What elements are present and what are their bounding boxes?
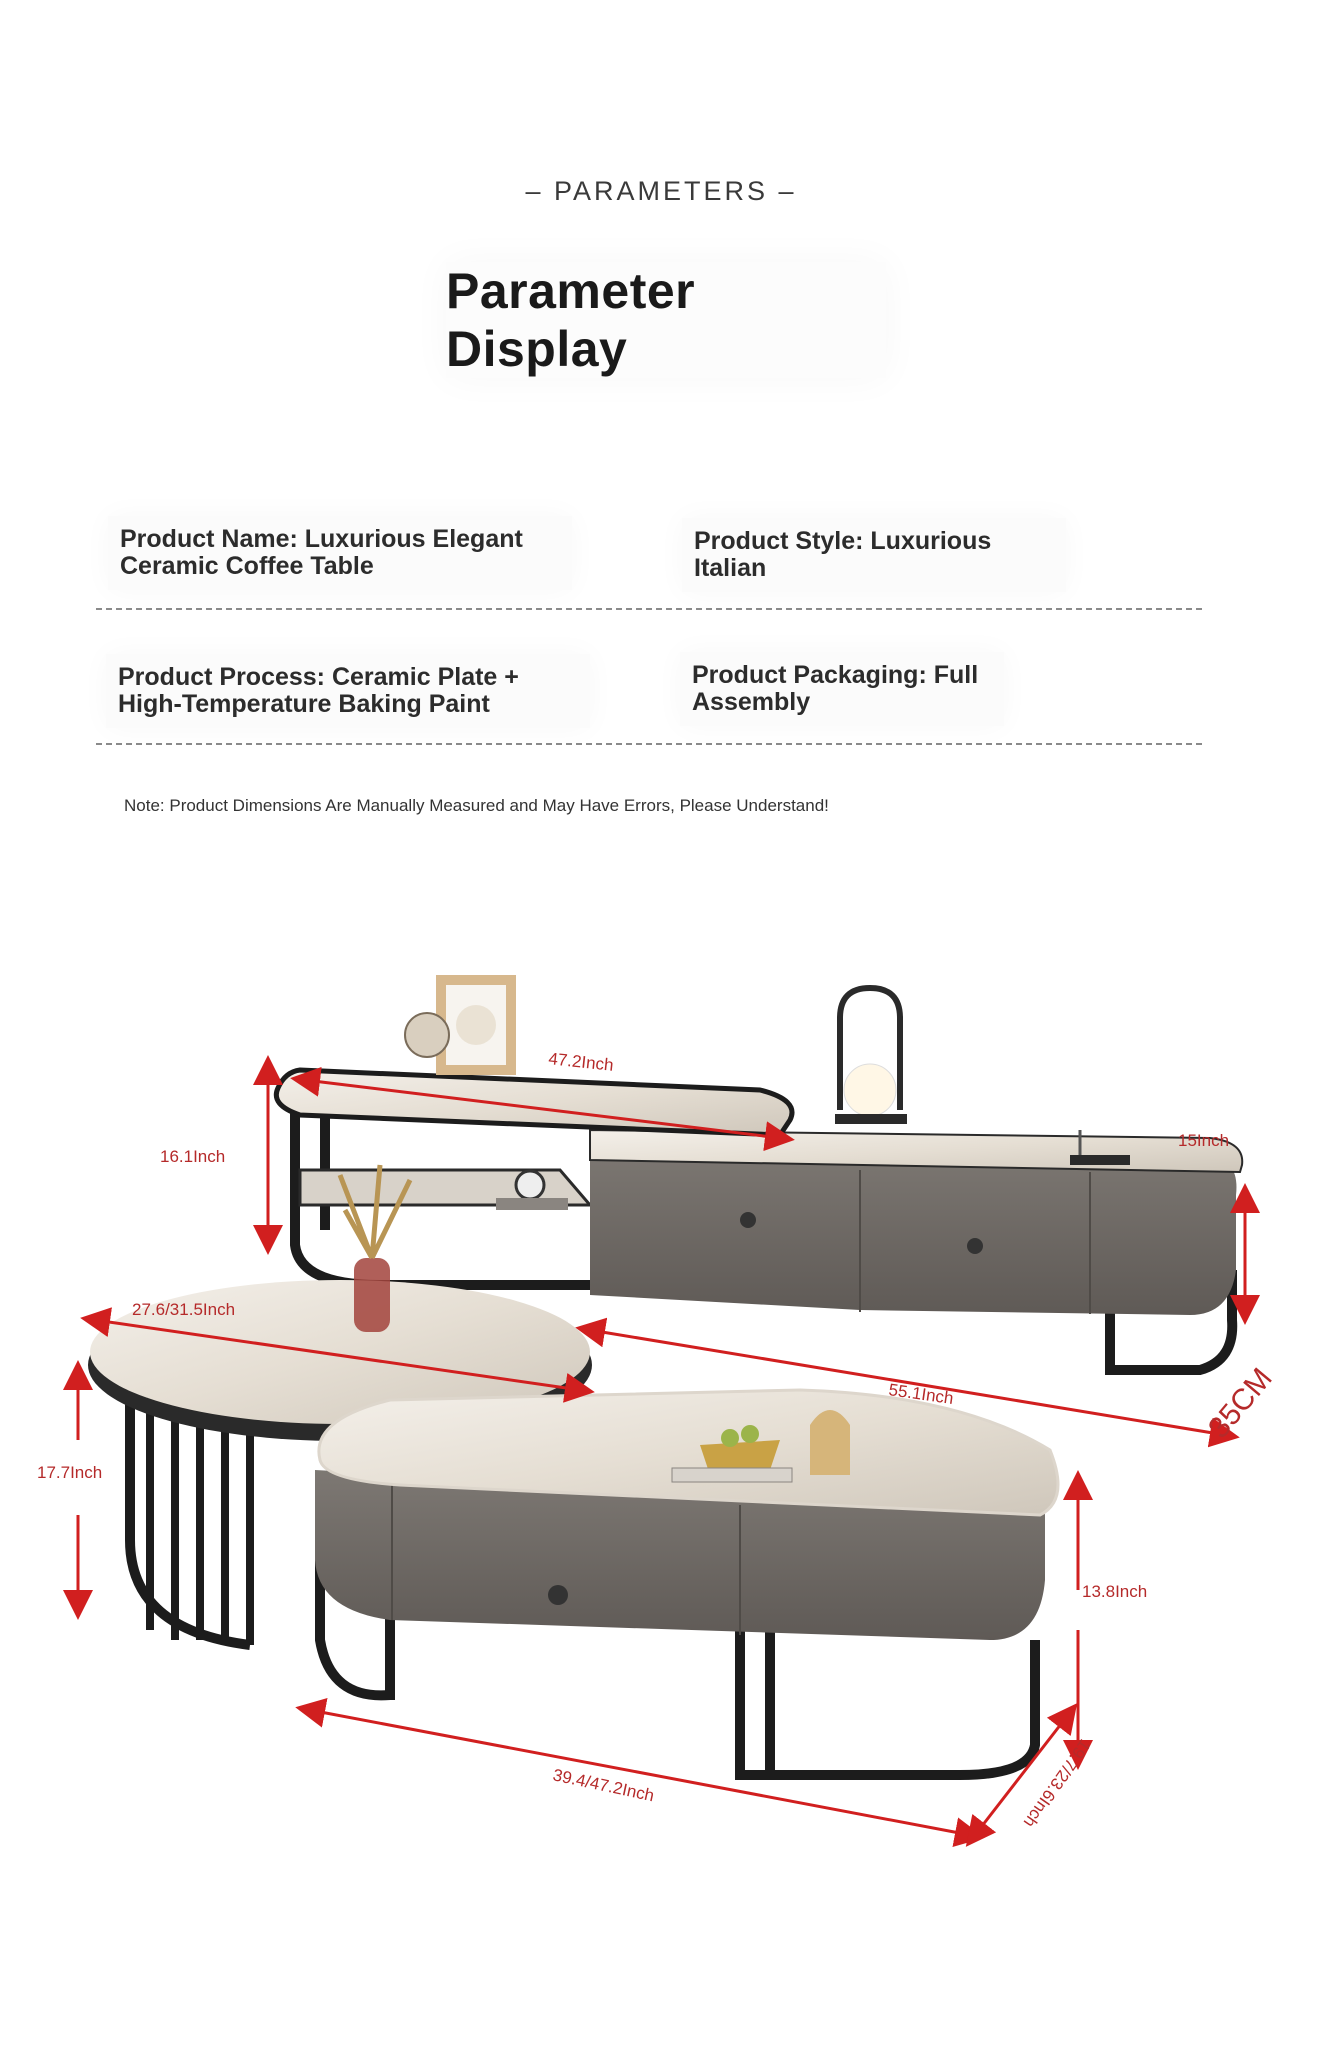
dim-round-height: 17.7Inch xyxy=(37,1463,103,1482)
param-product-packaging: Product Packaging: Full Assembly xyxy=(680,652,1004,726)
dim-tv-height: 16.1Inch xyxy=(160,1147,226,1166)
dim-oval-depth: 19.7/23.6Inch xyxy=(1019,1735,1095,1832)
dim-tv-length: 55.1Inch xyxy=(887,1380,955,1409)
oval-coffee-table xyxy=(315,1390,1058,1775)
section-tag: – PARAMETERS – xyxy=(525,176,797,206)
dim-oval-length: 39.4/47.2Inch xyxy=(551,1765,656,1806)
title-box xyxy=(446,262,886,378)
dim-tv-height-cm: 35CM xyxy=(1202,1361,1279,1445)
dim-tv-top-length: 47.2Inch xyxy=(547,1049,615,1075)
param-product-style: Product Style: Luxurious Italian xyxy=(682,518,1066,592)
dim-oval-height: 13.8Inch xyxy=(1082,1582,1148,1601)
param-product-process: Product Process: Ceramic Plate + High-Temperature Baking Paint xyxy=(106,654,590,728)
page-title: Parameter Display xyxy=(446,263,696,377)
dimension-note: Note: Product Dimensions Are Manually Measured and May Have Errors, Please Understand! xyxy=(124,796,829,815)
divider xyxy=(96,743,1202,745)
product-image xyxy=(0,940,1322,1920)
dim-round-diameter: 27.6/31.5Inch xyxy=(132,1300,236,1319)
divider xyxy=(96,608,1202,610)
dim-tv-depth: 15Inch xyxy=(1178,1131,1230,1150)
param-product-name: Product Name: Luxurious Elegant Ceramic Coffee Table xyxy=(108,516,572,590)
